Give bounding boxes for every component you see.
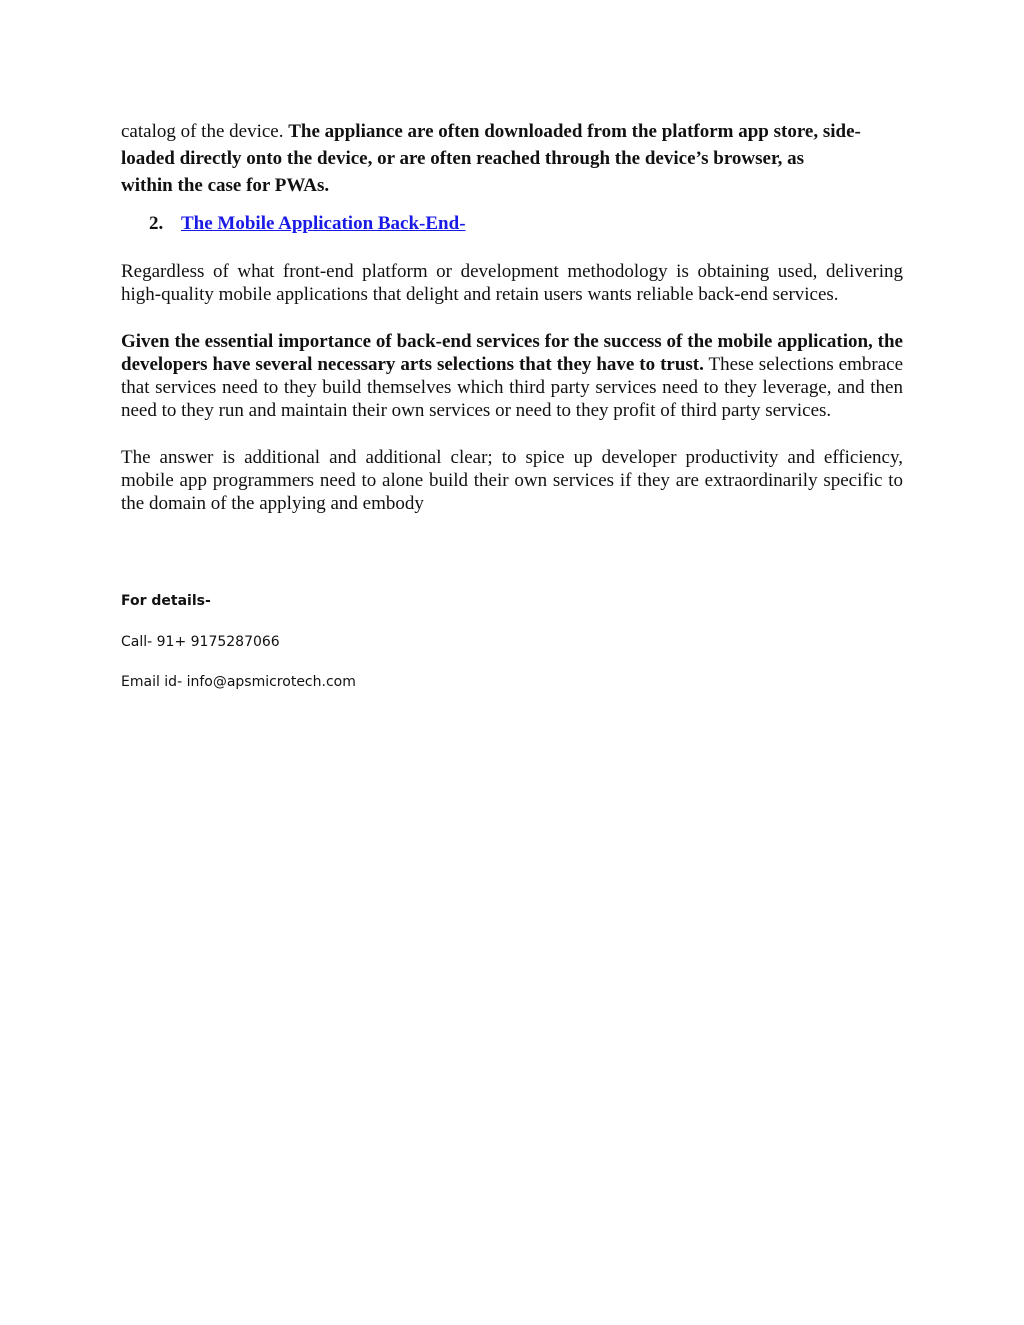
- intro-bold-line-1: The appliance are often downloaded from the platform app store, side-: [288, 121, 861, 142]
- answer-paragraph: The answer is additional and additional clear; to spice up developer productivity and efficiency, mobile app programmers need to alone build their own services if they are extraordinarily specific to the domain of the applying and embody: [121, 447, 903, 514]
- intro-paragraph: [121, 118, 903, 199]
- intro-bold-line-2: loaded directly onto the device, or are often reached through the device’s browser, as: [121, 148, 805, 169]
- contact-phone: Call- 91+ 9175287066: [121, 634, 280, 650]
- section-heading: [121, 212, 903, 236]
- intro-bold-line-3: within the case for PWAs.: [121, 175, 330, 196]
- regardless-paragraph: Regardless of what front-end platform or development methodology is obtaining used, delivering high-quality mobile applications that delight and retain users wants reliable back-end services.: [121, 261, 903, 305]
- intro-plain-text: catalog of the device.: [121, 121, 289, 142]
- section-title-link[interactable]: The Mobile Application Back-End-: [181, 213, 466, 234]
- document-body: [121, 118, 903, 515]
- contact-heading: For details-: [121, 593, 211, 609]
- given-bold-text: Given the essential importance of back-end services for the success of the mobile application, the developers have several necessary arts selections that they have to trust.: [121, 331, 903, 375]
- given-paragraph: [121, 330, 903, 422]
- given-plain-text: These selections embrace that services need to they build themselves which third party services need to they leverage, and then need to they run and maintain their own services or need to they profit of third party services.: [121, 354, 903, 421]
- section-number: 2.: [149, 213, 164, 234]
- contact-email: Email id- info@apsmicrotech.com: [121, 674, 356, 690]
